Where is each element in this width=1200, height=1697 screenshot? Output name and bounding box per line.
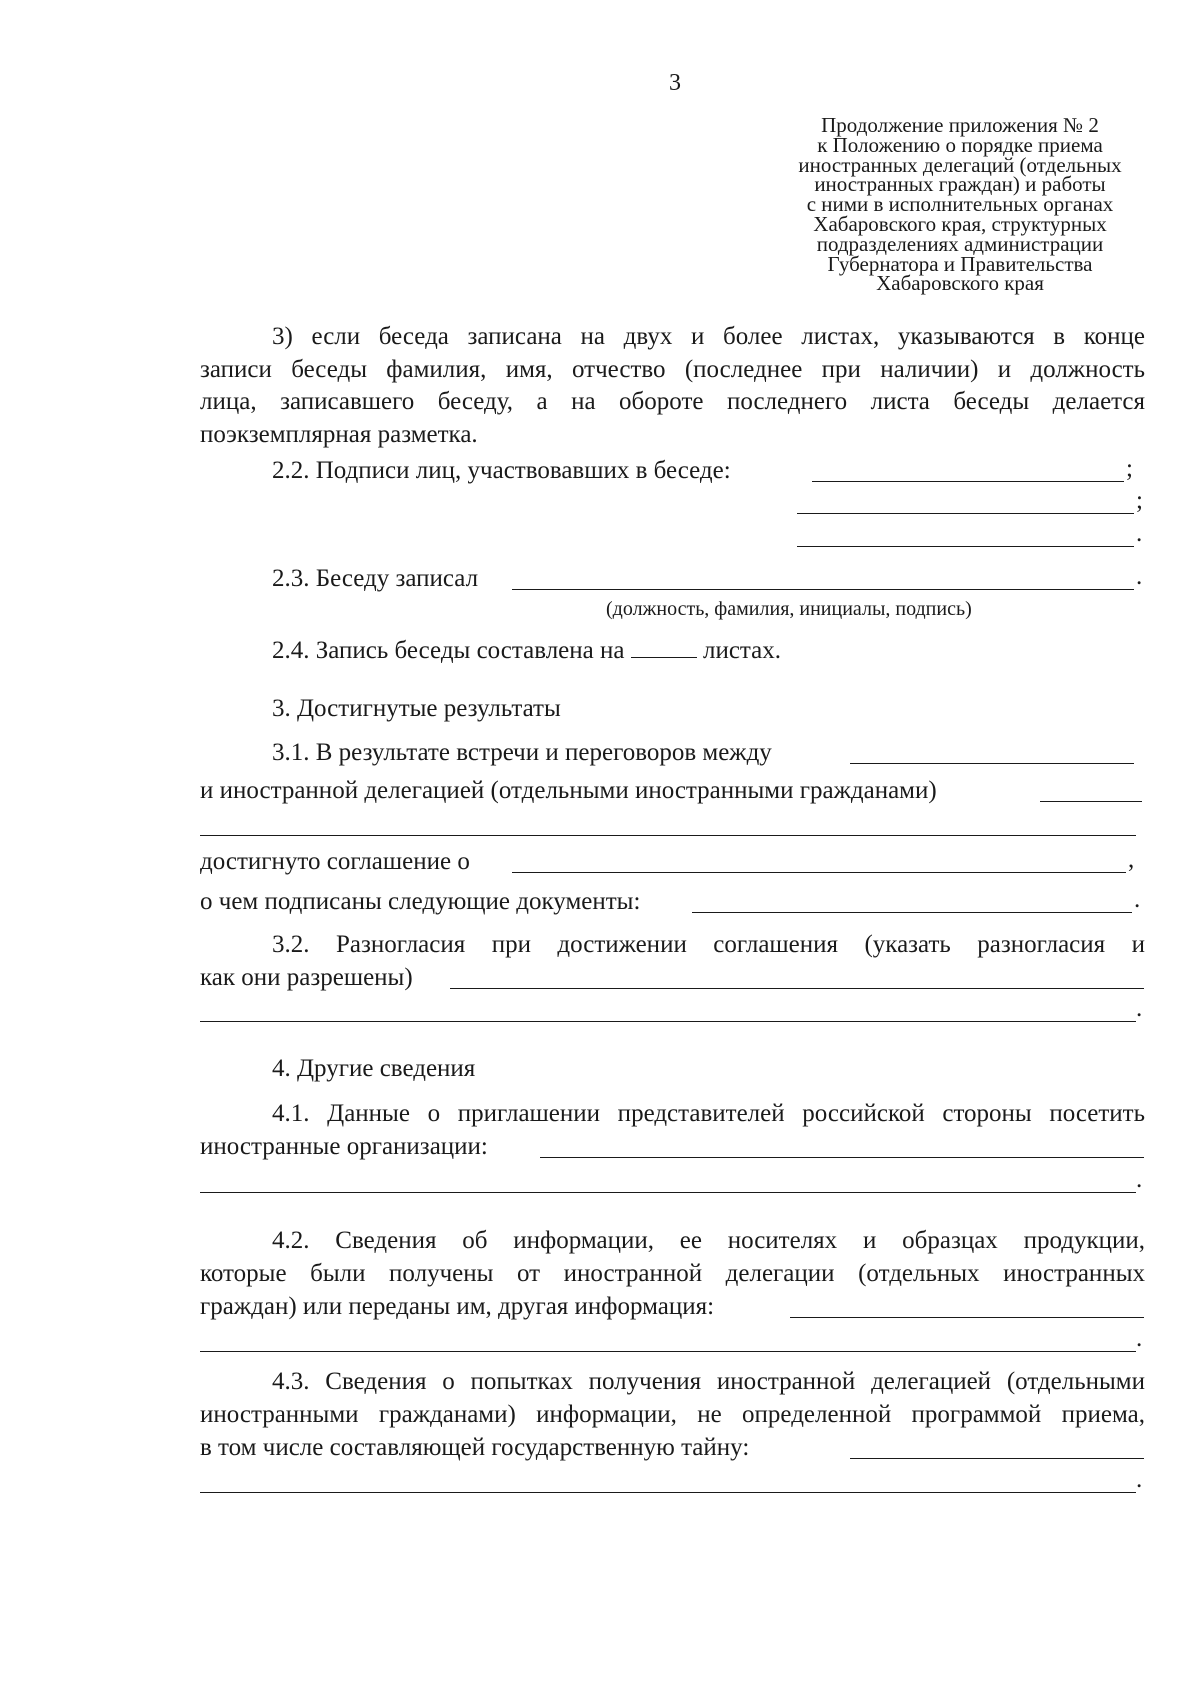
info-blank-line [790,1317,1144,1318]
blank-terminator: . [1136,1466,1143,1493]
section-3-1-line5: о чем подписаны следующие документы: [200,888,641,915]
recorder-blank-line [512,589,1134,590]
disagreements-blank-line [450,988,1144,989]
header-line: подразделениях администрации [816,231,1104,256]
section-2-3-label: 2.3. Беседу записал [272,565,479,592]
section-3-1-line4: достигнуто соглашение о [200,848,470,875]
section-4-2-line1: 4.2. Сведения об информации, ее носителях и образцах продукции, [272,1227,1145,1254]
blank-terminator: . [1136,520,1143,547]
paragraph-line: поэкземплярная разметка. [200,420,478,448]
item-3-paragraph [200,321,1145,451]
header-line: иностранных делегаций (отдельных [798,152,1122,177]
signature-blank-line [812,481,1124,482]
section-4-1-line2: иностранные организации: [200,1133,488,1160]
header-line: к Положению о порядке приема [817,132,1103,157]
continuation-blank-line [200,1021,1136,1022]
header-line: Губернатора и Правительства [827,251,1093,276]
recorder-note: (должность, фамилия, инициалы, подпись) [606,598,972,620]
blank-terminator: ; [1136,487,1143,514]
section-2-2-label: 2.2. Подписи лиц, участвовавших в беседе: [272,457,731,484]
documents-blank-line [692,912,1132,913]
blank-terminator: . [1136,1166,1143,1193]
signature-blank-line [797,546,1134,547]
section-4-1-line1: 4.1. Данные о приглашении представителей российской стороны посетить [272,1100,1145,1127]
blank-terminator: , [1128,846,1135,873]
continuation-blank-line [200,1492,1136,1493]
paragraph-line: 3) если беседа записана на двух и более листах, указываются в конце [272,323,1145,350]
party-blank-line [850,763,1134,764]
paragraph-line: лица, записавшего беседу, а на обороте последнего листа беседы делается [200,388,1145,415]
section-3-1-line2: и иностранной делегацией (отдельными иностранными гражданами) [200,777,937,804]
blank-terminator: . [1136,563,1143,590]
header-line: Хабаровского края, структурных [813,211,1107,236]
section-2-4-after: листах. [702,637,782,664]
page-number: 3 [669,70,681,96]
section-4-2-line3: граждан) или переданы им, другая информация: [200,1293,715,1320]
section-4-3-line2: иностранными гражданами) информации, не определенной программой приема, [200,1401,1145,1428]
header-line: иностранных граждан) и работы [814,172,1106,197]
invitation-blank-line [540,1157,1144,1158]
section-4-3-line3: в том числе составляющей государственную тайну: [200,1434,750,1461]
section-3-heading: 3. Достигнутые результаты [272,695,561,722]
secret-blank-line [850,1458,1144,1459]
section-4-heading: 4. Другие сведения [272,1055,476,1082]
continuation-blank-line [200,1351,1136,1352]
section-3-2-line1: 3.2. Разногласия при достижении соглашения (указать разногласия и [272,931,1145,958]
paragraph-line: записи беседы фамилия, имя, отчество (последнее при наличии) и должность [200,355,1145,383]
section-2-4-before: 2.4. Запись беседы составлена на [272,637,625,664]
header-line: с ними в исполнительных органах [806,192,1114,217]
blank-terminator: . [1136,995,1143,1022]
signature-blank-line [797,513,1134,514]
blank-terminator: . [1136,1325,1143,1352]
blank-terminator: ; [1126,455,1133,482]
section-4-2-line2: которые были получены от иностранной делегации (отдельных иностранных [200,1260,1145,1287]
blank-terminator: . [1134,886,1141,913]
sheet-count-blank [631,635,697,658]
agreement-blank-line [512,872,1126,873]
appendix-header [760,113,1160,296]
section-4-3-line1: 4.3. Сведения о попытках получения иностранной делегацией (отдельными [272,1368,1145,1395]
continuation-blank-line [200,1192,1136,1193]
delegation-blank-line [1040,801,1142,802]
header-line: Продолжение приложения № 2 [821,113,1099,137]
section-3-2-line2: как они разрешены) [200,964,413,991]
section-3-1-line1: 3.1. В результате встречи и переговоров между [272,739,772,766]
header-line: Хабаровского края [876,271,1044,296]
continuation-blank-line [200,835,1136,836]
section-2-4-text [272,635,781,668]
